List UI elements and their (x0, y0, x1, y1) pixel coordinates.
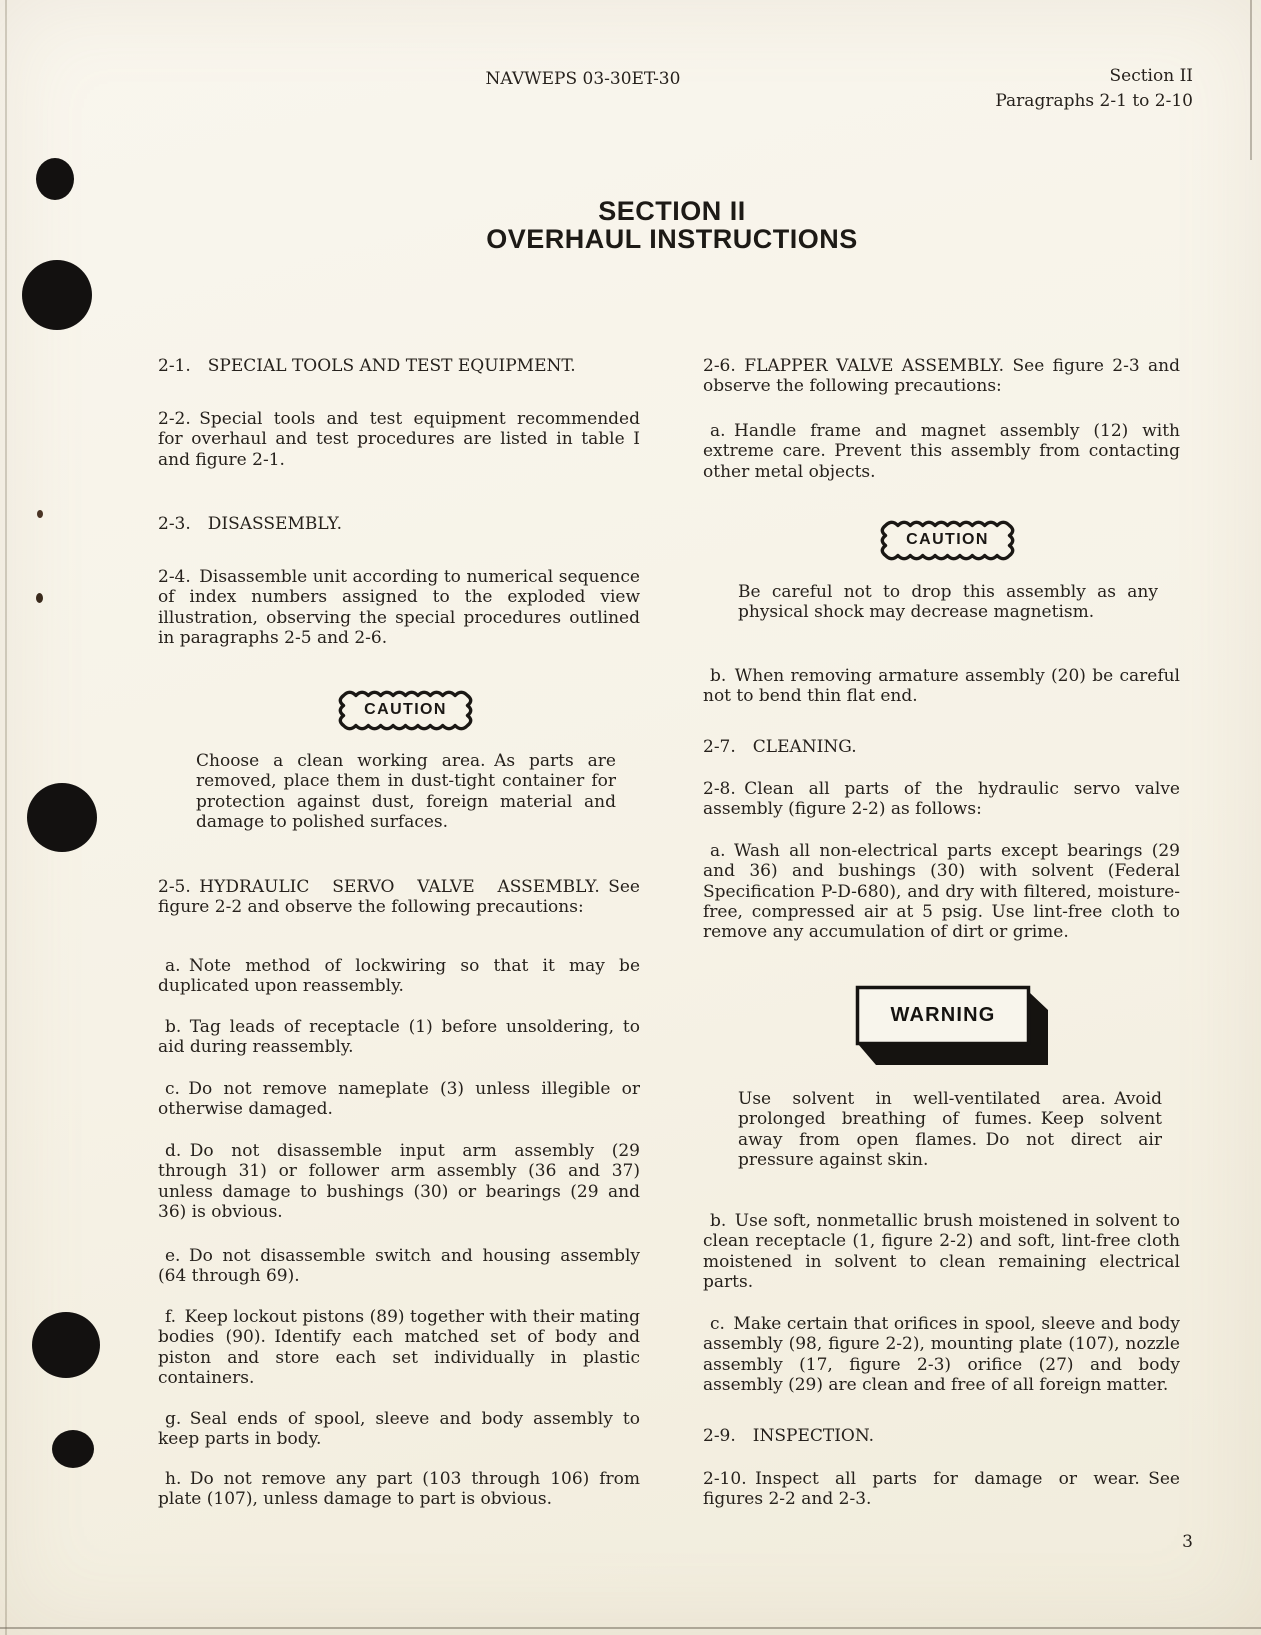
caution-label: CAUTION (906, 531, 989, 548)
para-2-7-heading: 2-7. CLEANING. (703, 737, 857, 757)
para-2-4: 2-4. Disassemble unit according to numerical sequence of index numbers assigned to the exploded view illustration, observing the special procedures outlined in paragraphs 2-5 and 2-6. (158, 567, 640, 648)
paper-speck (37, 510, 43, 518)
binder-hole-mark (32, 1312, 100, 1378)
warning-box (855, 985, 1051, 1067)
para-2-10: 2-10. Inspect all parts for damage or wear. See figures 2-2 and 2-3. (703, 1469, 1180, 1510)
scan-edge-left (5, 0, 7, 1635)
para-2-1-heading: 2-1. SPECIAL TOOLS AND TEST EQUIPMENT. (158, 356, 576, 376)
header-right (900, 64, 1193, 114)
para-2-5: 2-5. HYDRAULIC SERVO VALVE ASSEMBLY. See figure 2-2 and observe the following precautions: (158, 877, 640, 918)
item-d: d. Do not disassemble input arm assembly (29 through 31) or follower arm assembly (36 and 37) unless damage to bushings (30) or bearings (29 and 36) is obvious. (158, 1141, 640, 1222)
binder-hole-mark (27, 783, 97, 852)
item-a: a. Handle frame and magnet assembly (12) with extreme care. Prevent this assembly from contacting other metal objects. (703, 421, 1180, 482)
section-title-line2: OVERHAUL INSTRUCTIONS (486, 224, 858, 254)
doc-number: NAVWEPS 03-30ET-30 (485, 69, 681, 89)
scan-edge-bottom (0, 1627, 1261, 1629)
section-title (422, 197, 922, 253)
para-2-2: 2-2. Special tools and test equipment recommended for overhaul and test procedures are listed in table I and figure 2-1. (158, 409, 640, 470)
page-number: 3 (1182, 1532, 1193, 1552)
header-section: Section II (1109, 66, 1193, 86)
item-c-orifices: c. Make certain that orifices in spool, sleeve and body assembly (98, figure 2-2), mounting plate (107), nozzle assembly (17, figure 2-3) orifice (27) and body assembly (29) are clean and free of all foreign matter. (703, 1314, 1180, 1395)
item-g: g. Seal ends of spool, sleeve and body assembly to keep parts in body. (158, 1409, 640, 1450)
section-title-line1: SECTION II (598, 196, 746, 226)
item-h: h. Do not remove any part (103 through 106) from plate (107), unless damage to part is obvious. (158, 1469, 640, 1510)
caution-box (338, 690, 473, 731)
caution-text: Be careful not to drop this assembly as any physical shock may decrease magnetism. (738, 582, 1158, 623)
binder-hole-mark (36, 158, 74, 200)
para-2-3-heading: 2-3. DISASSEMBLY. (158, 514, 342, 534)
caution-text: Choose a clean working area. As parts are removed, place them in dust-tight container for protection against dust, foreign material and damage to polished surfaces. (196, 751, 616, 832)
para-2-9-heading: 2-9. INSPECTION. (703, 1426, 875, 1446)
caution-box (880, 520, 1015, 561)
item-b: b. Tag leads of receptacle (1) before unsoldering, to aid during reassembly. (158, 1017, 640, 1058)
scan-edge-right (1250, 0, 1252, 160)
item-e: e. Do not disassemble switch and housing assembly (64 through 69). (158, 1246, 640, 1287)
item-a-wash: a. Wash all non-electrical parts except bearings (29 and 36) and bushings (30) with solvent (Federal Specification P-D-680), and dry with filtered, moisture-free, compressed air at 5 psig. Use lint-free cloth to remove any accumulation of dirt or grime. (703, 841, 1180, 943)
para-2-8: 2-8. Clean all parts of the hydraulic servo valve assembly (figure 2-2) as follows: (703, 779, 1180, 820)
binder-hole-mark (22, 260, 92, 330)
caution-label: CAUTION (364, 701, 447, 718)
warning-text: Use solvent in well-ventilated area. Avoid prolonged breathing of fumes. Keep solvent away from open flames. Do not direct air pressure against skin. (738, 1089, 1162, 1170)
binder-hole-mark (52, 1430, 94, 1468)
warning-label: WARNING (890, 1003, 996, 1026)
header-paragraph-range: Paragraphs 2-1 to 2-10 (995, 91, 1193, 111)
para-2-6: 2-6. FLAPPER VALVE ASSEMBLY. See figure 2-3 and observe the following precautions: (703, 356, 1180, 397)
paper-speck (36, 593, 43, 603)
item-a: a. Note method of lockwiring so that it may be duplicated upon reassembly. (158, 956, 640, 997)
item-b-soft: b. Use soft, nonmetallic brush moistened in solvent to clean receptacle (1, figure 2-2) and soft, lint-free cloth moistened in solvent to clean remaining electrical parts. (703, 1211, 1180, 1292)
item-f: f. Keep lockout pistons (89) together with their mating bodies (90). Identify each matched set of body and piston and store each set individually in plastic containers. (158, 1307, 640, 1388)
item-b: b. When removing armature assembly (20) be careful not to bend thin flat end. (703, 666, 1180, 707)
item-c: c. Do not remove nameplate (3) unless illegible or otherwise damaged. (158, 1079, 640, 1120)
